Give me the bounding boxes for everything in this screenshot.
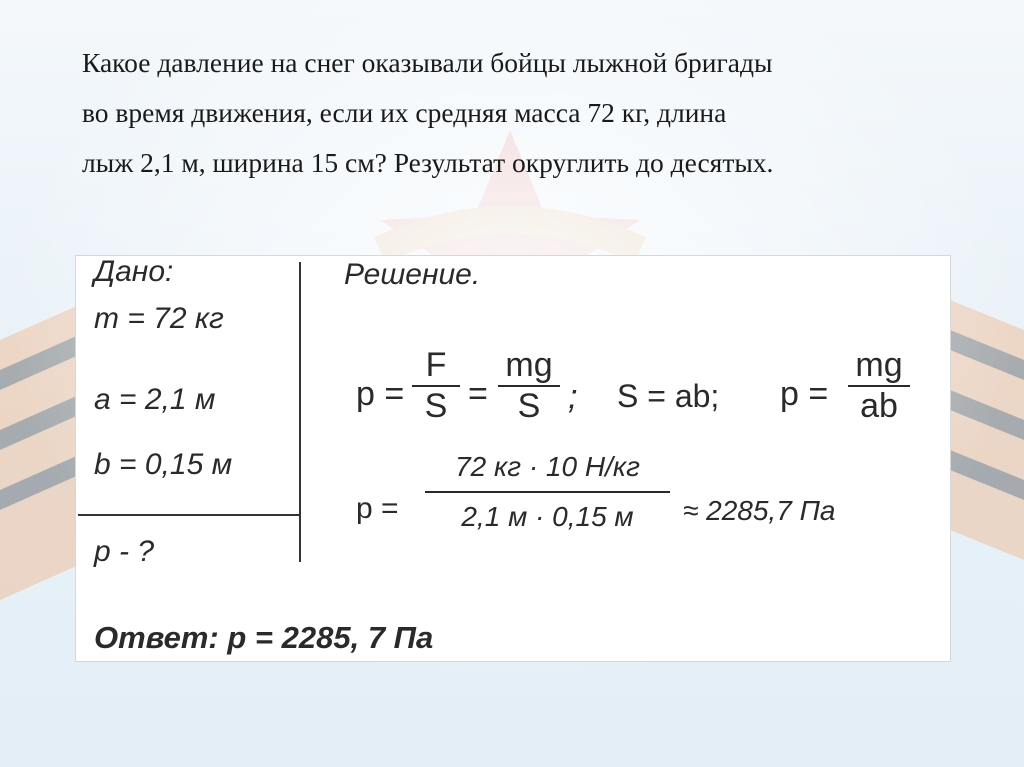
area-formula: S = ab; <box>617 378 720 414</box>
calc-lhs: p = <box>356 492 399 525</box>
fraction-s-denominator: S <box>517 387 541 425</box>
fraction-ab-denominator: ab <box>860 387 898 425</box>
fraction-f-over-s <box>412 346 460 426</box>
fraction-calculation <box>425 451 670 533</box>
table-vertical-divider <box>299 262 301 562</box>
given-length: a = 2,1 м <box>94 383 216 416</box>
given-header: Дано: <box>94 255 174 288</box>
problem-line-1: Какое давление на снег оказывали бойцы лыжной бригады <box>82 47 773 78</box>
table-horizontal-divider <box>78 514 300 516</box>
fraction-f-numerator: F <box>425 346 447 384</box>
fraction-mg-numerator: mg <box>505 346 553 384</box>
formula-3-lhs: p = <box>780 375 829 413</box>
fraction-mg-numerator: mg <box>855 346 903 384</box>
formula-separator: ; <box>568 378 578 416</box>
answer-line: Ответ: p = 2285, 7 Па <box>94 620 434 655</box>
fraction-mg-over-s <box>498 346 560 426</box>
given-unknown: p - ? <box>94 535 155 568</box>
formula-1-equals: = <box>468 375 488 413</box>
problem-line-2: во время движения, если их средняя масса 72 кг, длина <box>82 97 727 128</box>
problem-statement <box>82 38 962 188</box>
solution-header: Решение. <box>344 258 481 291</box>
problem-line-3: лыж 2,1 м, ширина 15 см? Результат округлить до десятых. <box>82 147 774 178</box>
calc-numerator: 72 кг · 10 Н/кг <box>455 451 640 482</box>
calc-result: ≈ 2285,7 Па <box>683 495 836 526</box>
given-mass: m = 72 кг <box>94 302 224 335</box>
fraction-bar <box>425 491 670 493</box>
fraction-mg-over-ab <box>848 346 910 426</box>
given-width: b = 0,15 м <box>94 448 233 481</box>
fraction-s-denominator: S <box>424 387 448 425</box>
formula-1-lhs: p = <box>356 375 405 413</box>
calc-denominator: 2,1 м · 0,15 м <box>461 501 634 532</box>
